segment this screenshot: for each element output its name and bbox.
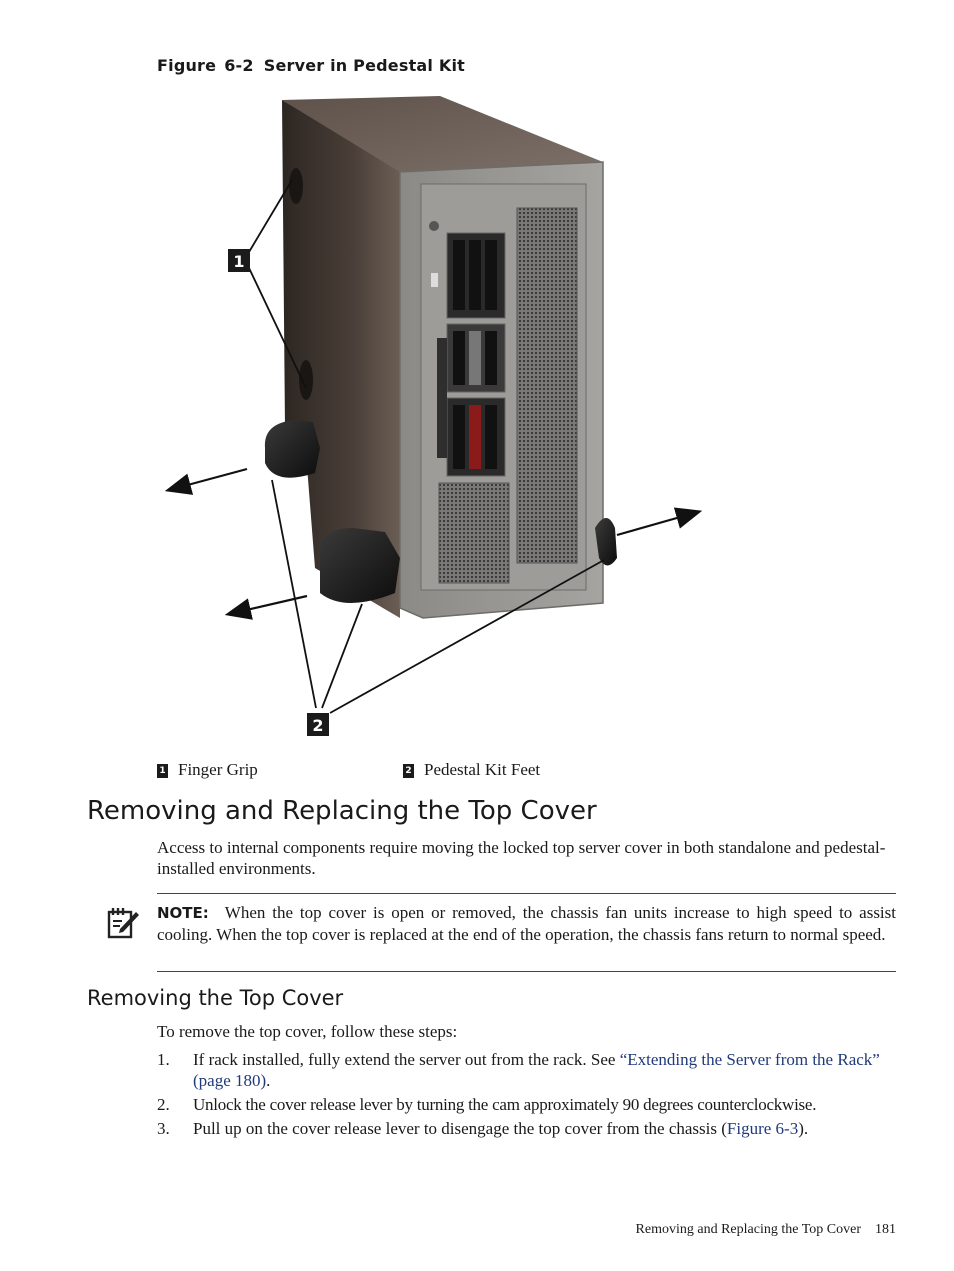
step-text: If rack installed, fully extend the server out from the rack. See <box>193 1050 620 1069</box>
step-text: Unlock the cover release lever by turning the cam approximately 90 degrees counterclockwise. <box>193 1095 817 1114</box>
section-intro: Access to internal components require moving the locked top server cover in both standalone and pedestal-installed environments. <box>157 838 886 878</box>
pedestal-foot-rear-left <box>265 420 320 478</box>
link-extending-server[interactable]: “Extending the Server from the Rack” (page 180) <box>193 1050 880 1090</box>
drive-bays <box>447 233 505 476</box>
finger-grip-upper <box>289 168 303 204</box>
figure-caption-title: Server in Pedestal Kit <box>263 56 466 75</box>
legend-label: Finger Grip <box>178 760 258 779</box>
note-text <box>157 902 896 945</box>
arrow-rear-left <box>169 469 247 490</box>
figure-caption <box>157 56 465 75</box>
step-text-end: ). <box>798 1119 809 1138</box>
step-number: 2. <box>157 1095 170 1114</box>
step-text: Pull up on the cover release lever to disengage the top cover from the chassis ( <box>193 1119 727 1138</box>
note-label: NOTE: <box>157 904 209 922</box>
note-pencil-icon <box>106 906 140 940</box>
section-heading: Removing and Replacing the Top Cover <box>87 796 597 826</box>
note-body: When the top cover is open or removed, the chassis fan units increase to high speed to assist cooling. When the top cover is replaced at the end of the operation, the chassis fans return to normal speed. <box>157 903 896 944</box>
page-footer <box>636 1222 896 1238</box>
footer-running-title: Removing and Replacing the Top Cover <box>635 1222 861 1237</box>
page-number: 181 <box>875 1222 896 1237</box>
step-number: 1. <box>157 1050 170 1069</box>
legend-item-pedestal-feet <box>403 760 540 780</box>
callout-1 <box>228 249 250 272</box>
legend-label: Pedestal Kit Feet <box>424 760 541 779</box>
front-grille <box>517 208 577 563</box>
svg-text:2: 2 <box>312 716 324 735</box>
pedestal-foot-front-left <box>320 528 400 603</box>
link-figure-6-3[interactable]: Figure 6-3 <box>726 1119 799 1138</box>
subsection-intro: To remove the top cover, follow these steps: <box>157 1022 458 1041</box>
step-item <box>157 1118 897 1139</box>
figure-caption-label: Figure <box>157 56 217 75</box>
legend-marker: 1 <box>157 764 168 778</box>
svg-text:1: 1 <box>233 252 245 271</box>
step-item <box>157 1094 897 1115</box>
arrow-rear-right <box>617 512 698 535</box>
subsection-heading: Removing the Top Cover <box>87 986 344 1010</box>
legend-item-finger-grip <box>157 760 258 780</box>
figure-caption-number: 6-2 <box>224 56 254 75</box>
step-item <box>157 1049 897 1091</box>
step-text-end: . <box>266 1071 271 1090</box>
server-pedestal-illustration <box>155 88 715 743</box>
legend-marker: 2 <box>403 764 414 778</box>
finger-grip-lower <box>299 360 313 400</box>
step-number: 3. <box>157 1119 170 1138</box>
callout-2 <box>307 713 329 736</box>
